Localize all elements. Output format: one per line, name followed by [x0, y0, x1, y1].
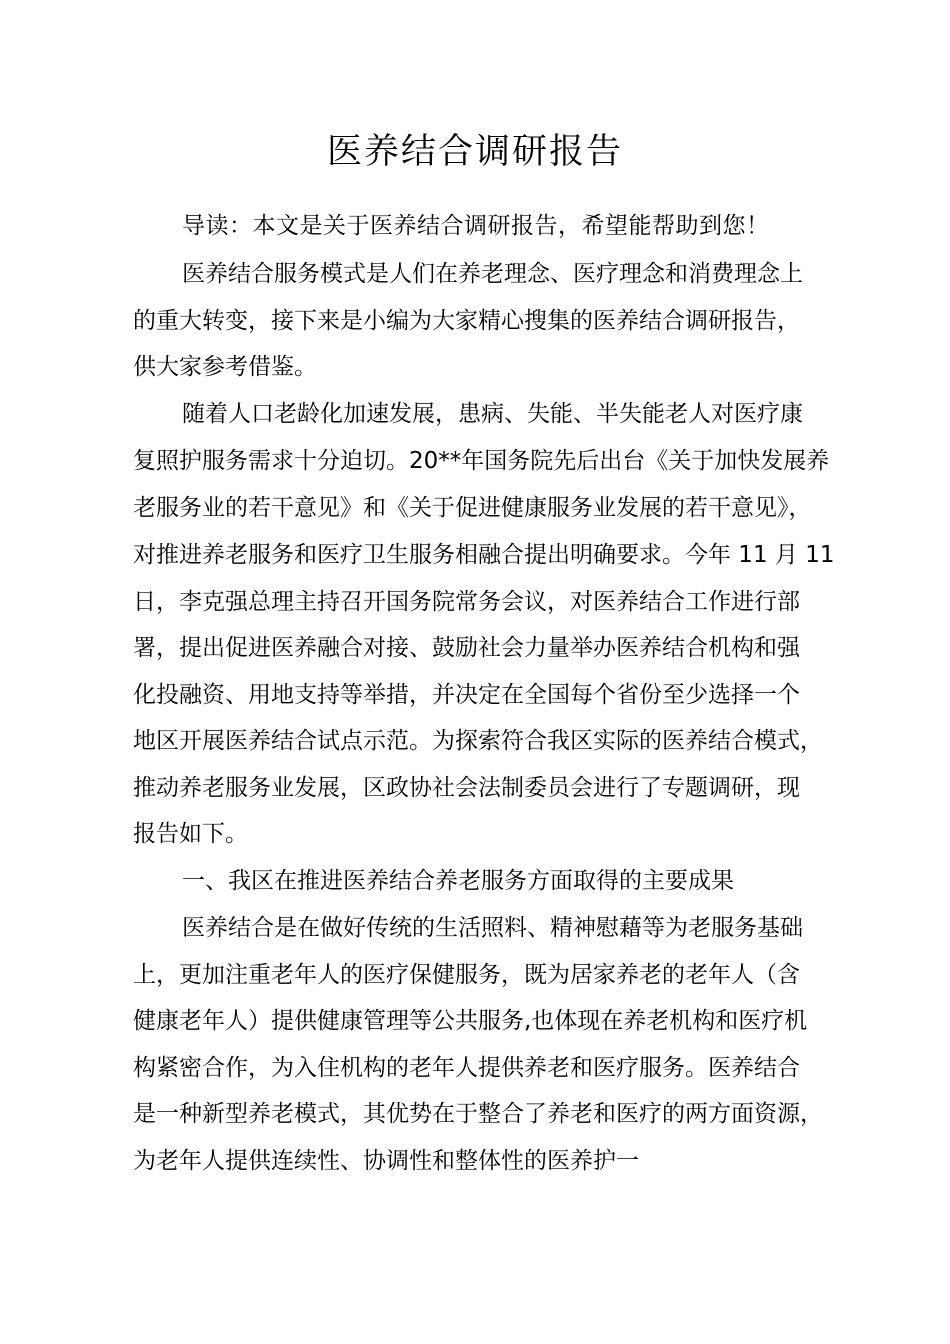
- para2-line-2: 复照护服务需求十分迫切。20**年国务院先后出台《关于加快发展养: [133, 448, 830, 474]
- lead-line: 导读：本文是关于医养结合调研报告，希望能帮助到您！: [182, 213, 770, 239]
- para2-line-6: 署，提出促进医养融合对接、鼓励社会力量举办医养结合机构和强: [133, 635, 800, 661]
- para1-line-2: 的重大转变，接下来是小编为大家精心搜集的医养结合调研报告，: [133, 308, 800, 334]
- para3-line-2: 上，更加注重老年人的医疗保健服务，既为居家养老的老年人（含: [133, 962, 800, 988]
- para3-line-3: 健康老年人）提供健康管理等公共服务,也体现在养老机构和医疗机: [133, 1008, 808, 1034]
- para3-line-4: 构紧密合作，为入住机构的老年人提供养老和医疗服务。医养结合: [133, 1055, 800, 1081]
- para2-line-3: 老服务业的若干意见》和《关于促进健康服务业发展的若干意见》，: [133, 495, 812, 521]
- para2-line-9: 推动养老服务业发展，区政协社会法制委员会进行了专题调研，现: [133, 775, 800, 801]
- para3-line-6: 为老年人提供连续性、协调性和整体性的医养护一: [133, 1148, 639, 1174]
- para3-line-1: 医养结合是在做好传统的生活照料、精神慰藉等为老服务基础: [182, 915, 803, 941]
- para2-line-8: 地区开展医养结合试点示范。为探索符合我区实际的医养结合模式，: [133, 728, 823, 754]
- para1-line-3: 供大家参考借鉴。: [133, 354, 317, 380]
- para2-line-4: 对推进养老服务和医疗卫生服务相融合提出明确要求。今年 11 月 11: [133, 542, 835, 568]
- para2-line-7: 化投融资、用地支持等举措，并决定在全国每个省份至少选择一个: [133, 682, 800, 708]
- para3-line-5: 是一种新型养老模式，其优势在于整合了养老和医疗的两方面资源，: [133, 1101, 823, 1127]
- section-heading-1: 一、我区在推进医养结合养老服务方面取得的主要成果: [182, 868, 734, 894]
- para2-line-10: 报告如下。: [133, 821, 248, 847]
- para1-line-1: 医养结合服务模式是人们在养老理念、医疗理念和消费理念上: [182, 261, 803, 287]
- para2-line-1: 随着人口老龄化加速发展，患病、失能、半失能老人对医疗康: [182, 401, 803, 427]
- para2-line-5: 日，李克强总理主持召开国务院常务会议，对医养结合工作进行部: [133, 589, 800, 615]
- document-title: 医养结合调研报告: [326, 132, 623, 172]
